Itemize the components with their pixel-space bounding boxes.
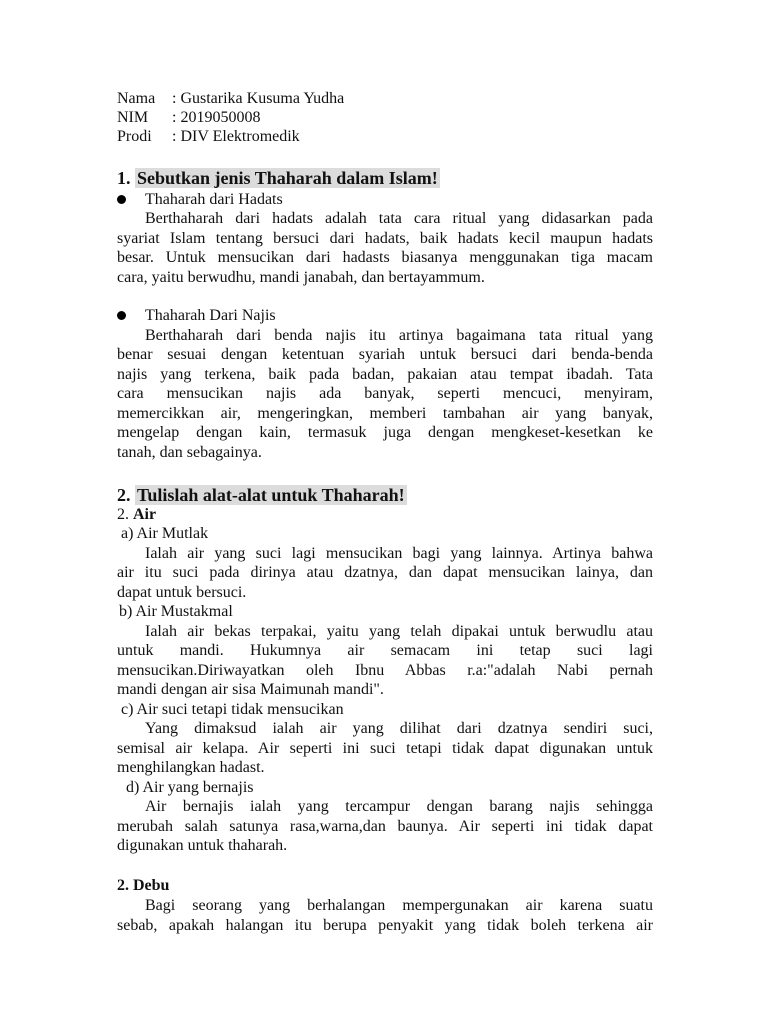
prodi-row	[117, 127, 300, 147]
name-row	[117, 89, 344, 109]
q1-item-1-line: cara, yaitu berwudhu, mandi janabah, dan bertayammum.	[117, 269, 485, 286]
air-item-d-line: digunakan untuk thaharah.	[117, 837, 288, 854]
q1-item-2-title: Thaharah Dari Najis	[145, 307, 276, 324]
air-item-a-line: air itu suci pada dirinya atau dzatnya, dan dapat mensucikan lainya, dan	[117, 564, 653, 581]
air-item-c-line: semisal air kelapa. Air seperti ini suci tetapi tidak dapat digunakan untuk	[117, 740, 653, 757]
air-item-b-line: mandi dengan air sisa Maimunah mandi".	[117, 681, 384, 698]
air-item-d-line: merubah salah satunya rasa,warna,dan baunya. Air seperti ini tidak dapat	[117, 818, 653, 835]
air-item-c-title: c) Air suci tetapi tidak mensucikan	[121, 701, 344, 718]
bullet-icon	[117, 195, 126, 204]
q1-item-2-line: benar sesuai dengan ketentuan syariah untuk bersuci dari benda-benda	[117, 346, 653, 363]
debu-heading	[117, 876, 169, 895]
air-item-b-line: Ialah air bekas terpakai, yaitu yang telah dipakai untuk berwudlu atau	[145, 623, 653, 640]
air-item-b-line: untuk mandi. Hukumnya air semacam ini tetap suci lagi	[117, 642, 653, 659]
q1-item-2-line: memercikkan air, mengeringkan, memberi tambahan air yang banyak,	[117, 405, 653, 422]
q1-heading	[117, 167, 440, 189]
q2-title: Tulislah alat-alat untuk Thaharah!	[137, 485, 405, 505]
q1-title: Sebutkan jenis Thaharah dalam Islam!	[137, 168, 438, 188]
air-item-b-title: b) Air Mustakmal	[119, 603, 233, 620]
q1-item-2-line: tanah, dan sebagainya.	[117, 444, 262, 461]
q1-item-1-line: besar. Untuk mensucikan dari hadasts biasanya menggunakan tiga macam	[117, 249, 653, 266]
air-item-d-title: d) Air yang bernajis	[126, 779, 254, 796]
air-heading	[117, 505, 156, 525]
nim-value: : 2019050008	[172, 109, 261, 126]
air-item-c-line: Yang dimaksud ialah air yang dilihat dari dzatnya sendiri suci,	[145, 720, 653, 737]
nim-label: NIM	[117, 109, 149, 126]
air-number: 2.	[117, 506, 129, 523]
air-item-a-title: a) Air Mutlak	[121, 525, 209, 542]
debu-title: Debu	[133, 877, 170, 894]
air-title: Air	[133, 506, 157, 523]
q2-heading	[117, 484, 407, 506]
q1-item-2-line: Berthaharah dari benda najis itu artinya bagaimana tata ritual yang	[145, 327, 653, 344]
prodi-label: Prodi	[117, 128, 152, 145]
q1-item-1-title: Thaharah dari Hadats	[145, 191, 283, 208]
nim-row	[117, 108, 260, 128]
name-value: : Gustarika Kusuma Yudha	[172, 90, 345, 107]
q1-item-1-line: syariat Islam tentang bersuci dari hadats, baik hadats kecil maupun hadats	[117, 230, 653, 247]
air-item-a-line: Ialah air yang suci lagi mensucikan bagi yang lainnya. Artinya bahwa	[145, 545, 653, 562]
debu-number: 2.	[117, 877, 129, 894]
prodi-value: : DIV Elektromedik	[172, 128, 300, 145]
q1-item-2-line: cara mensucikan najis ada banyak, seperti mencuci, menyiram,	[117, 385, 653, 402]
bullet-icon	[117, 311, 126, 320]
debu-line: sebab, apakah halangan itu berupa penyakit yang tidak boleh terkena air	[117, 917, 653, 934]
name-label: Nama	[117, 90, 156, 107]
q1-number: 1.	[117, 168, 131, 188]
q2-number: 2.	[117, 485, 131, 505]
air-item-c-line: menghilangkan hadast.	[117, 759, 265, 776]
q1-item-2-line: najis yang terkena, baik pada badan, pakaian atau tempat ibadah. Tata	[117, 366, 653, 383]
debu-line: Bagi seorang yang berhalangan mempergunakan air karena suatu	[145, 897, 653, 914]
air-item-d-line: Air bernajis ialah yang tercampur dengan barang najis sehingga	[145, 798, 653, 815]
q1-item-1-line: Berthaharah dari hadats adalah tata cara ritual yang didasarkan pada	[145, 210, 653, 227]
air-item-b-line: mensucikan.Diriwayatkan oleh Ibnu Abbas r.a:"adalah Nabi pernah	[117, 662, 653, 679]
q1-item-2-line: mengelap dengan kain, termasuk juga dengan mengkeset-kesetkan ke	[117, 424, 653, 441]
air-item-a-line: dapat untuk bersuci.	[117, 584, 247, 601]
